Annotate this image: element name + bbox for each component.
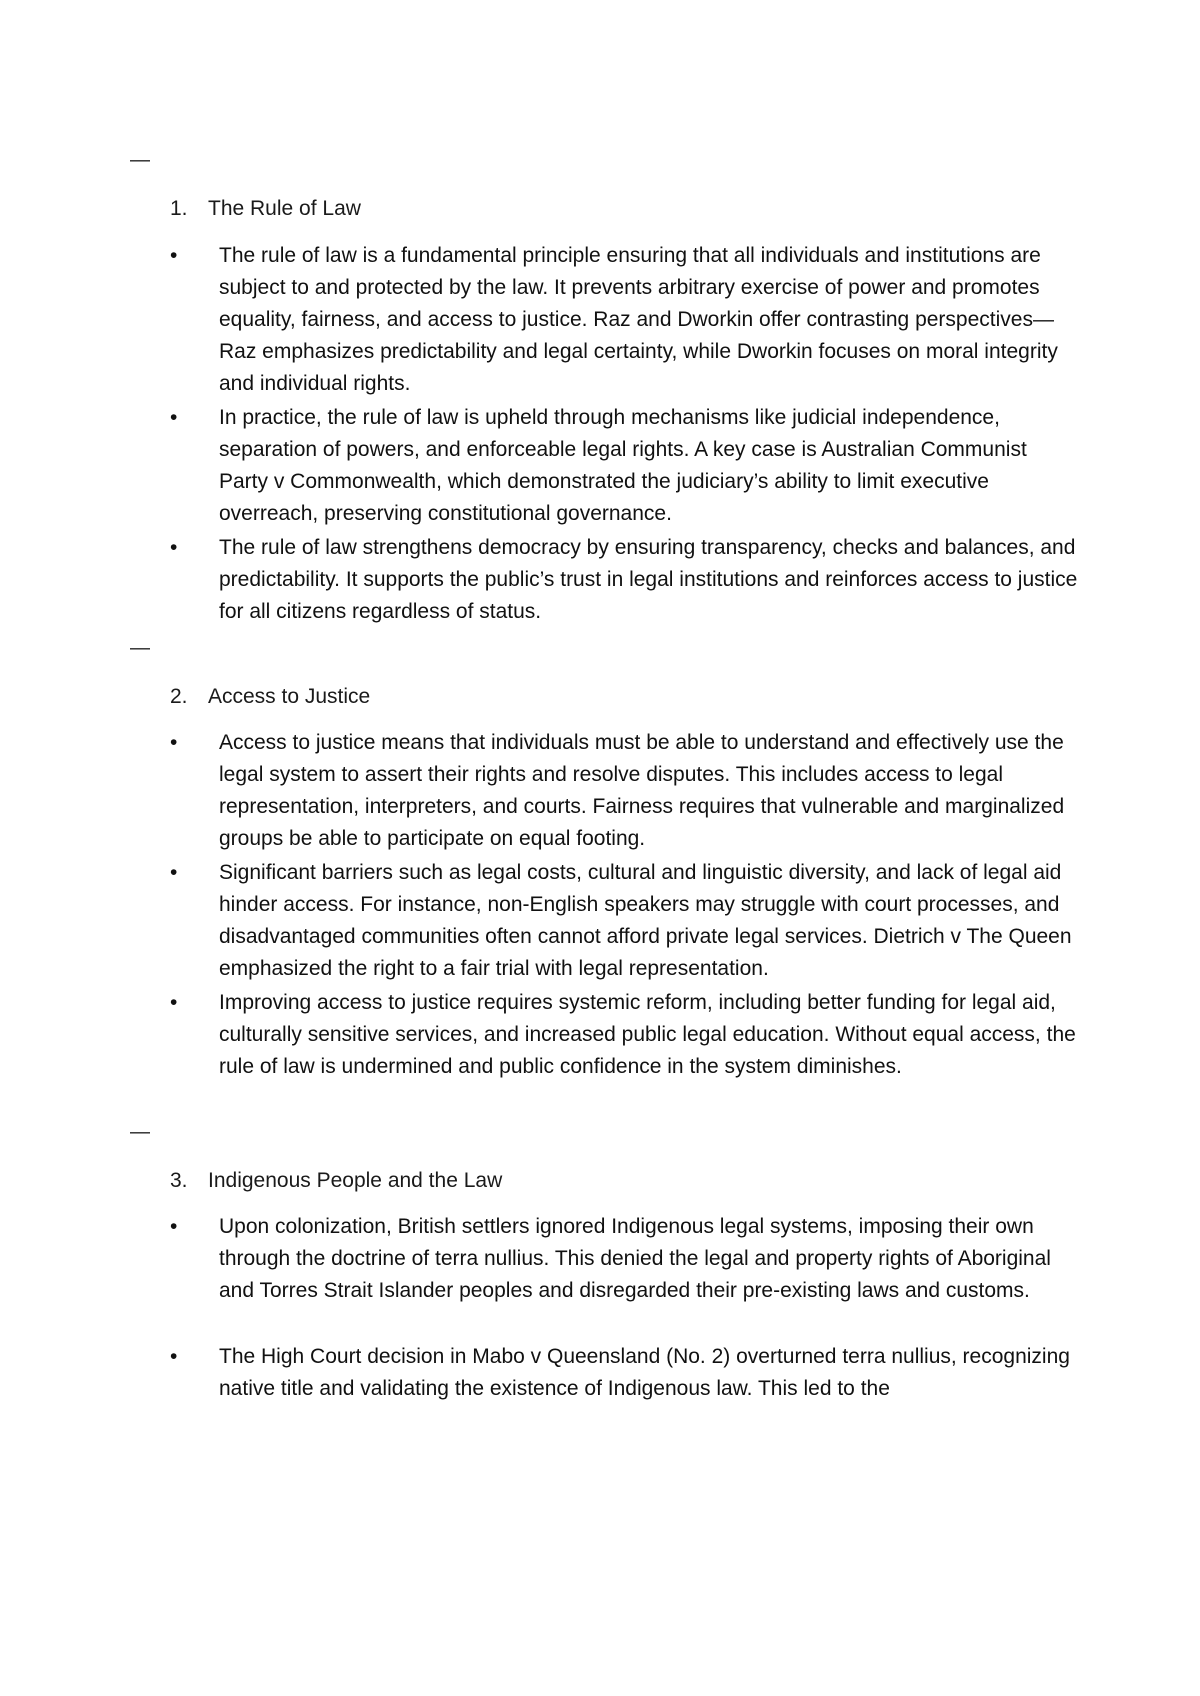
list-item (170, 1341, 1070, 1405)
list-item-text: Improving access to justice requires systemic reform, including better funding for legal aid, culturally sensitive services, and increased public legal education. Without equal access, the rule of law is undermined and public confidence in the system diminishes. (219, 991, 1076, 1078)
section-title: Access to Justice (208, 685, 371, 708)
bullet-icon: • (170, 861, 178, 884)
list-item (170, 727, 1070, 855)
list-item-text: Access to justice means that individuals must be able to understand and effectively use the legal system to assert their rights and resolve disputes. This includes access to legal representation, interpreters, and courts. Fairness requires that vulnerable and marginalized groups be able to participate on equal footing. (219, 731, 1065, 850)
list-item-text: In practice, the rule of law is upheld through mechanisms like judicial independence, separation of powers, and enforceable legal rights. A key case is Australian Communist Party v Commonwealth, which demonstrated the judiciary’s ability to limit executive overreach, preserving constitutional governance. (219, 406, 1027, 525)
list-item-text: Upon colonization, British settlers ignored Indigenous legal systems, imposing their own through the doctrine of terra nullius. This denied the legal and property rights of Aboriginal and Torres Strait Islander peoples and disregarded their pre-existing laws and customs. (219, 1215, 1051, 1302)
section-separator: — (130, 149, 150, 171)
section-heading (170, 195, 361, 223)
section-title: The Rule of Law (208, 197, 361, 220)
list-item (170, 402, 1070, 530)
list-item (170, 240, 1070, 400)
bullet-icon: • (170, 1345, 178, 1368)
bullet-icon: • (170, 244, 178, 267)
section-number: 3. (170, 1169, 188, 1192)
section-heading (170, 1167, 502, 1195)
list-item (170, 857, 1070, 985)
list-item-text: The High Court decision in Mabo v Queensland (No. 2) overturned terra nullius, recognizing native title and validating the existence of Indigenous law. This led to the (219, 1345, 1070, 1400)
bullet-icon: • (170, 1215, 178, 1238)
list-item (170, 1211, 1070, 1307)
section-heading (170, 683, 370, 711)
bullet-icon: • (170, 406, 178, 429)
section-title: Indigenous People and the Law (208, 1169, 503, 1192)
bullet-icon: • (170, 536, 178, 559)
bullet-icon: • (170, 731, 178, 754)
list-item-text: The rule of law is a fundamental principle ensuring that all individuals and institutions are subject to and protected by the law. It prevents arbitrary exercise of power and promotes equality, fairness, and access to justice. Raz and Dworkin offer contrasting perspectives—Raz emphasizes predictability and legal certainty, while Dworkin focuses on moral integrity and individual rights. (219, 244, 1058, 395)
section-number: 2. (170, 685, 188, 708)
list-item (170, 532, 1078, 628)
bullet-icon: • (170, 991, 178, 1014)
list-item-text: The rule of law strengthens democracy by ensuring transparency, checks and balances, and predictability. It supports the public’s trust in legal institutions and reinforces access to justice for all citizens regardless of status. (219, 536, 1078, 623)
list-item-text: Significant barriers such as legal costs, cultural and linguistic diversity, and lack of legal aid hinder access. For instance, non-English speakers may struggle with court processes, and disadvantaged communities often cannot afford private legal services. Dietrich v The Queen emphasized the right to a fair trial with legal representation. (219, 861, 1072, 980)
section-number: 1. (170, 197, 188, 220)
section-separator: — (130, 1121, 150, 1143)
section-separator: — (130, 637, 150, 659)
list-item (170, 987, 1076, 1083)
